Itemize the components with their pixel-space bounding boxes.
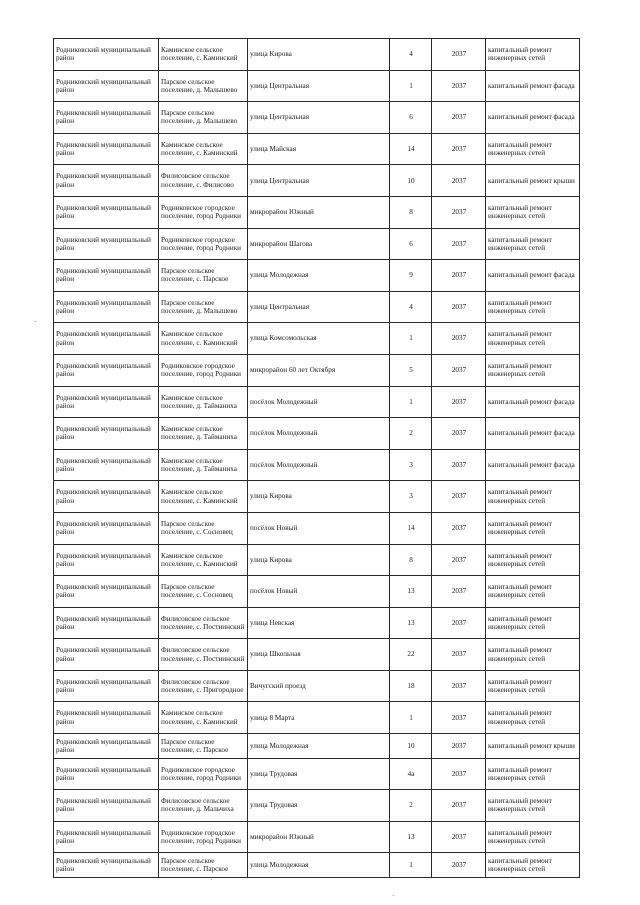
- street-cell: улица Кирова: [248, 39, 390, 71]
- work-type-cell: капитальный ремонт фасада: [486, 70, 580, 102]
- table-row: [54, 449, 580, 481]
- house-number-cell: 3: [390, 481, 432, 513]
- street-cell: улица Невская: [248, 607, 390, 639]
- house-number-cell: 1: [390, 70, 432, 102]
- house-number-cell: 10: [390, 734, 432, 759]
- table-row: [54, 39, 580, 71]
- house-number-cell: 18: [390, 670, 432, 702]
- house-number-cell: 3: [390, 449, 432, 481]
- table-row: [54, 702, 580, 734]
- house-number-cell: 5: [390, 354, 432, 386]
- street-cell: улица Кирова: [248, 481, 390, 513]
- house-number-cell: 1: [390, 853, 432, 878]
- district-cell: Родниковский муниципальный район: [54, 102, 159, 134]
- work-type-cell: капитальный ремонт крыши: [486, 165, 580, 197]
- district-cell: Родниковский муниципальный район: [54, 702, 159, 734]
- settlement-cell: Парское сельское поселение, с. Сосновец: [159, 512, 248, 544]
- house-number-cell: 4а: [390, 758, 432, 790]
- table-row: [54, 291, 580, 323]
- district-cell: Родниковский муниципальный район: [54, 449, 159, 481]
- house-number-cell: 8: [390, 196, 432, 228]
- work-type-cell: капитальный ремонт инженерных сетей: [486, 512, 580, 544]
- district-cell: Родниковский муниципальный район: [54, 758, 159, 790]
- work-type-cell: капитальный ремонт фасада: [486, 418, 580, 450]
- table-row: [54, 354, 580, 386]
- year-cell: 2037: [432, 386, 486, 418]
- settlement-cell: Парское сельское поселение, д. Малышево: [159, 102, 248, 134]
- house-number-cell: 4: [390, 291, 432, 323]
- settlement-cell: Филисовское сельское поселение, с. Филисово: [159, 165, 248, 197]
- table-body: [54, 39, 580, 878]
- house-number-cell: 22: [390, 639, 432, 671]
- district-cell: Родниковский муниципальный район: [54, 576, 159, 608]
- house-number-cell: 13: [390, 607, 432, 639]
- district-cell: Родниковский муниципальный район: [54, 291, 159, 323]
- district-cell: Родниковский муниципальный район: [54, 418, 159, 450]
- work-type-cell: капитальный ремонт инженерных сетей: [486, 702, 580, 734]
- house-number-cell: 2: [390, 790, 432, 822]
- year-cell: 2037: [432, 291, 486, 323]
- street-cell: улица Центральная: [248, 165, 390, 197]
- work-type-cell: капитальный ремонт фасада: [486, 260, 580, 292]
- work-type-cell: капитальный ремонт инженерных сетей: [486, 228, 580, 260]
- street-cell: улица Кирова: [248, 544, 390, 576]
- year-cell: 2037: [432, 418, 486, 450]
- district-cell: Родниковский муниципальный район: [54, 544, 159, 576]
- year-cell: 2037: [432, 734, 486, 759]
- table-row: [54, 639, 580, 671]
- year-cell: 2037: [432, 228, 486, 260]
- house-number-cell: 13: [390, 576, 432, 608]
- table-row: [54, 260, 580, 292]
- settlement-cell: Каминское сельское поселение, с. Каминский: [159, 133, 248, 165]
- house-number-cell: 1: [390, 386, 432, 418]
- street-cell: улица Трудовая: [248, 758, 390, 790]
- year-cell: 2037: [432, 133, 486, 165]
- work-type-cell: капитальный ремонт инженерных сетей: [486, 291, 580, 323]
- year-cell: 2037: [432, 481, 486, 513]
- settlement-cell: Парское сельское поселение, д. Малышево: [159, 291, 248, 323]
- settlement-cell: Каминское сельское поселение, с. Каминский: [159, 702, 248, 734]
- work-type-cell: капитальный ремонт инженерных сетей: [486, 196, 580, 228]
- settlement-cell: Парское сельское поселение, д. Малышево: [159, 70, 248, 102]
- year-cell: 2037: [432, 758, 486, 790]
- table-row: [54, 228, 580, 260]
- year-cell: 2037: [432, 702, 486, 734]
- settlement-cell: Каминское сельское поселение, д. Тайманиха: [159, 449, 248, 481]
- table-row: [54, 576, 580, 608]
- table-row: [54, 790, 580, 822]
- street-cell: улица Комсомольская: [248, 323, 390, 355]
- house-number-cell: 8: [390, 544, 432, 576]
- settlement-cell: Каминское сельское поселение, с. Каминский: [159, 39, 248, 71]
- work-type-cell: капитальный ремонт крыши: [486, 734, 580, 759]
- settlement-cell: Парское сельское поселение, с. Парское: [159, 734, 248, 759]
- year-cell: 2037: [432, 39, 486, 71]
- street-cell: посёлок Новый: [248, 576, 390, 608]
- settlement-cell: Филисовское сельское поселение, с. Постнинский: [159, 607, 248, 639]
- work-type-cell: капитальный ремонт инженерных сетей: [486, 323, 580, 355]
- settlement-cell: Парское сельское поселение, с. Сосновец: [159, 576, 248, 608]
- street-cell: улица Трудовая: [248, 790, 390, 822]
- district-cell: Родниковский муниципальный район: [54, 639, 159, 671]
- year-cell: 2037: [432, 853, 486, 878]
- settlement-cell: Филисовское сельское поселение, с. Пригородное: [159, 670, 248, 702]
- house-number-cell: 14: [390, 133, 432, 165]
- work-type-cell: капитальный ремонт фасада: [486, 102, 580, 134]
- district-cell: Родниковский муниципальный район: [54, 323, 159, 355]
- house-number-cell: 6: [390, 102, 432, 134]
- scan-mark: ·: [210, 876, 213, 884]
- year-cell: 2037: [432, 354, 486, 386]
- street-cell: микрорайон Шагова: [248, 228, 390, 260]
- district-cell: Родниковский муниципальный район: [54, 196, 159, 228]
- street-cell: микрорайон 60 лет Октября: [248, 354, 390, 386]
- district-cell: Родниковский муниципальный район: [54, 165, 159, 197]
- year-cell: 2037: [432, 165, 486, 197]
- table-row: [54, 853, 580, 878]
- street-cell: улица Центральная: [248, 291, 390, 323]
- year-cell: 2037: [432, 790, 486, 822]
- settlement-cell: Каминское сельское поселение, с. Каминский: [159, 323, 248, 355]
- work-type-cell: капитальный ремонт инженерных сетей: [486, 670, 580, 702]
- table-row: [54, 607, 580, 639]
- table-row: [54, 386, 580, 418]
- house-number-cell: 10: [390, 165, 432, 197]
- street-cell: посёлок Новый: [248, 512, 390, 544]
- table-row: [54, 670, 580, 702]
- work-type-cell: капитальный ремонт инженерных сетей: [486, 576, 580, 608]
- house-number-cell: 9: [390, 260, 432, 292]
- year-cell: 2037: [432, 607, 486, 639]
- street-cell: улица 8 Марта: [248, 702, 390, 734]
- house-number-cell: 6: [390, 228, 432, 260]
- street-cell: улица Школьная: [248, 639, 390, 671]
- street-cell: посёлок Молодежный: [248, 418, 390, 450]
- district-cell: Родниковский муниципальный район: [54, 70, 159, 102]
- work-type-cell: капитальный ремонт инженерных сетей: [486, 133, 580, 165]
- year-cell: 2037: [432, 544, 486, 576]
- work-type-cell: капитальный ремонт инженерных сетей: [486, 544, 580, 576]
- settlement-cell: Филисовское сельское поселение, д. Мальчиха: [159, 790, 248, 822]
- district-cell: Родниковский муниципальный район: [54, 821, 159, 853]
- housing-repair-table: [53, 38, 580, 878]
- year-cell: 2037: [432, 449, 486, 481]
- work-type-cell: капитальный ремонт инженерных сетей: [486, 481, 580, 513]
- table-row: [54, 481, 580, 513]
- work-type-cell: капитальный ремонт фасада: [486, 386, 580, 418]
- work-type-cell: капитальный ремонт инженерных сетей: [486, 790, 580, 822]
- district-cell: Родниковский муниципальный район: [54, 354, 159, 386]
- street-cell: улица Центральная: [248, 102, 390, 134]
- district-cell: Родниковский муниципальный район: [54, 386, 159, 418]
- year-cell: 2037: [432, 639, 486, 671]
- house-number-cell: 1: [390, 702, 432, 734]
- district-cell: Родниковский муниципальный район: [54, 512, 159, 544]
- table-row: [54, 196, 580, 228]
- work-type-cell: капитальный ремонт инженерных сетей: [486, 354, 580, 386]
- street-cell: улица Майская: [248, 133, 390, 165]
- scan-mark: ·: [392, 892, 395, 900]
- table-row: [54, 758, 580, 790]
- district-cell: Родниковский муниципальный район: [54, 228, 159, 260]
- house-number-cell: 4: [390, 39, 432, 71]
- settlement-cell: Родниковское городское поселение, город Родники: [159, 821, 248, 853]
- street-cell: посёлок Молодежный: [248, 386, 390, 418]
- settlement-cell: Каминское сельское поселение, с. Каминский: [159, 544, 248, 576]
- district-cell: Родниковский муниципальный район: [54, 607, 159, 639]
- table-row: [54, 133, 580, 165]
- settlement-cell: Парское сельское поселение, с. Парское: [159, 853, 248, 878]
- district-cell: Родниковский муниципальный район: [54, 670, 159, 702]
- table-row: [54, 70, 580, 102]
- house-number-cell: 2: [390, 418, 432, 450]
- street-cell: микрорайон Южный: [248, 196, 390, 228]
- table-row: [54, 102, 580, 134]
- street-cell: улица Молодежная: [248, 853, 390, 878]
- street-cell: улица Центральная: [248, 70, 390, 102]
- street-cell: посёлок Молодежный: [248, 449, 390, 481]
- street-cell: Вичугский проезд: [248, 670, 390, 702]
- settlement-cell: Родниковское городское поселение, город Родники: [159, 196, 248, 228]
- work-type-cell: капитальный ремонт инженерных сетей: [486, 639, 580, 671]
- table-row: [54, 323, 580, 355]
- document-page: [53, 38, 580, 878]
- district-cell: Родниковский муниципальный район: [54, 481, 159, 513]
- district-cell: Родниковский муниципальный район: [54, 133, 159, 165]
- work-type-cell: капитальный ремонт инженерных сетей: [486, 758, 580, 790]
- district-cell: Родниковский муниципальный район: [54, 39, 159, 71]
- year-cell: 2037: [432, 821, 486, 853]
- settlement-cell: Каминское сельское поселение, с. Каминский: [159, 481, 248, 513]
- settlement-cell: Родниковское городское поселение, город Родники: [159, 354, 248, 386]
- work-type-cell: капитальный ремонт фасада: [486, 449, 580, 481]
- table-row: [54, 512, 580, 544]
- house-number-cell: 14: [390, 512, 432, 544]
- district-cell: Родниковский муниципальный район: [54, 790, 159, 822]
- work-type-cell: капитальный ремонт инженерных сетей: [486, 821, 580, 853]
- year-cell: 2037: [432, 323, 486, 355]
- year-cell: 2037: [432, 260, 486, 292]
- house-number-cell: 13: [390, 821, 432, 853]
- settlement-cell: Филисовское сельское поселение, с. Постнинский: [159, 639, 248, 671]
- district-cell: Родниковский муниципальный район: [54, 853, 159, 878]
- year-cell: 2037: [432, 102, 486, 134]
- year-cell: 2037: [432, 576, 486, 608]
- table-row: [54, 165, 580, 197]
- street-cell: улица Молодежная: [248, 734, 390, 759]
- settlement-cell: Каминское сельское поселение, д. Тайманиха: [159, 418, 248, 450]
- year-cell: 2037: [432, 512, 486, 544]
- year-cell: 2037: [432, 70, 486, 102]
- scan-mark: ·: [34, 318, 37, 326]
- district-cell: Родниковский муниципальный район: [54, 734, 159, 759]
- year-cell: 2037: [432, 196, 486, 228]
- work-type-cell: капитальный ремонт инженерных сетей: [486, 607, 580, 639]
- year-cell: 2037: [432, 670, 486, 702]
- house-number-cell: 1: [390, 323, 432, 355]
- table-row: [54, 544, 580, 576]
- table-row: [54, 418, 580, 450]
- work-type-cell: капитальный ремонт инженерных сетей: [486, 853, 580, 878]
- street-cell: микрорайон Южный: [248, 821, 390, 853]
- table-row: [54, 734, 580, 759]
- work-type-cell: капитальный ремонт инженерных сетей: [486, 39, 580, 71]
- settlement-cell: Каминское сельское поселение, д. Тайманиха: [159, 386, 248, 418]
- settlement-cell: Парское сельское поселение, с. Парское: [159, 260, 248, 292]
- district-cell: Родниковский муниципальный район: [54, 260, 159, 292]
- settlement-cell: Родниковское городское поселение, город Родники: [159, 758, 248, 790]
- settlement-cell: Родниковское городское поселение, город Родники: [159, 228, 248, 260]
- table-row: [54, 821, 580, 853]
- street-cell: улица Молодежная: [248, 260, 390, 292]
